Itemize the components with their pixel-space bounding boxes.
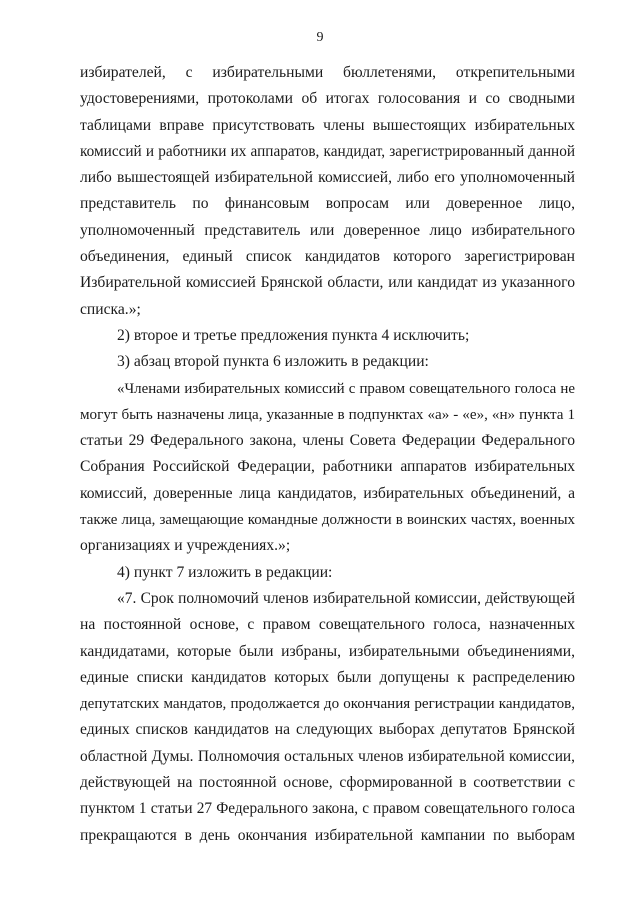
text-line: на постоянной основе, с правом совещательного голоса, назначенных (80, 616, 575, 634)
text-line: 2) второе и третье предложения пункта 4 исключить; (117, 326, 470, 344)
text-line: удостоверениями, протоколами об итогах голосования и со сводными (80, 90, 575, 108)
text-line: списка.»; (80, 300, 141, 318)
text-line: представитель по финансовым вопросам или доверенное лицо, (80, 195, 575, 213)
text-line: кандидатами, которые были избраны, избирательными объединениями, (80, 642, 575, 660)
text-line: депутатских мандатов, продолжается до окончания регистрации кандидатов, (80, 696, 575, 713)
text-line: «Членами избирательных комиссий с правом совещательного голоса не (117, 380, 575, 397)
page-number: 9 (316, 30, 324, 45)
text-line: областной Думы. Полномочия остальных членов избирательной комиссии, (80, 747, 575, 765)
text-line: Собрания Российской Федерации, работники аппаратов избирательных (80, 458, 575, 476)
document-body (80, 60, 575, 849)
text-line: таблицами вправе присутствовать члены вышестоящих избирательных (80, 116, 575, 134)
text-line: единых списков кандидатов на следующих выборах депутатов Брянской (80, 721, 575, 739)
text-line: единые списки кандидатов которых были допущены к распределению (80, 668, 575, 686)
text-line: статьи 29 Федерального закона, члены Совета Федерации Федерального (80, 432, 575, 450)
text-line: комиссий и работники их аппаратов, кандидат, зарегистрированный данной (80, 142, 575, 160)
text-line: комиссий, доверенные лица кандидатов, избирательных объединений, а (80, 484, 575, 502)
text-line: действующей на постоянной основе, сформированной в соответствии с (80, 774, 575, 792)
text-line: объединения, единый список кандидатов которого зарегистрирован (80, 248, 575, 266)
text-line: прекращаются в день окончания избирательной кампании по выборам (80, 826, 575, 844)
text-line: Избирательной комиссией Брянской области, или кандидат из указанного (80, 274, 575, 292)
text-line: могут быть назначены лица, указанные в подпунктах «а» - «е», «н» пункта 1 (80, 406, 575, 423)
text-line: либо вышестоящей избирательной комиссией, либо его уполномоченный (80, 169, 575, 187)
text-line: 3) абзац второй пункта 6 изложить в редакции: (117, 353, 429, 371)
text-line: «7. Срок полномочий членов избирательной комиссии, действующей (117, 589, 575, 607)
text-line: также лица, замещающие командные должности в воинских частях, военных (80, 512, 575, 529)
text-line: организациях и учреждениях.»; (80, 537, 291, 555)
text-line: уполномоченный представитель или доверенное лицо избирательного (80, 221, 575, 239)
text-line: пунктом 1 статьи 27 Федерального закона, с правом совещательного голоса (80, 800, 575, 818)
text-line: 4) пункт 7 изложить в редакции: (117, 563, 333, 581)
text-line: избирателей, с избирательными бюллетенями, открепительными (80, 64, 575, 81)
